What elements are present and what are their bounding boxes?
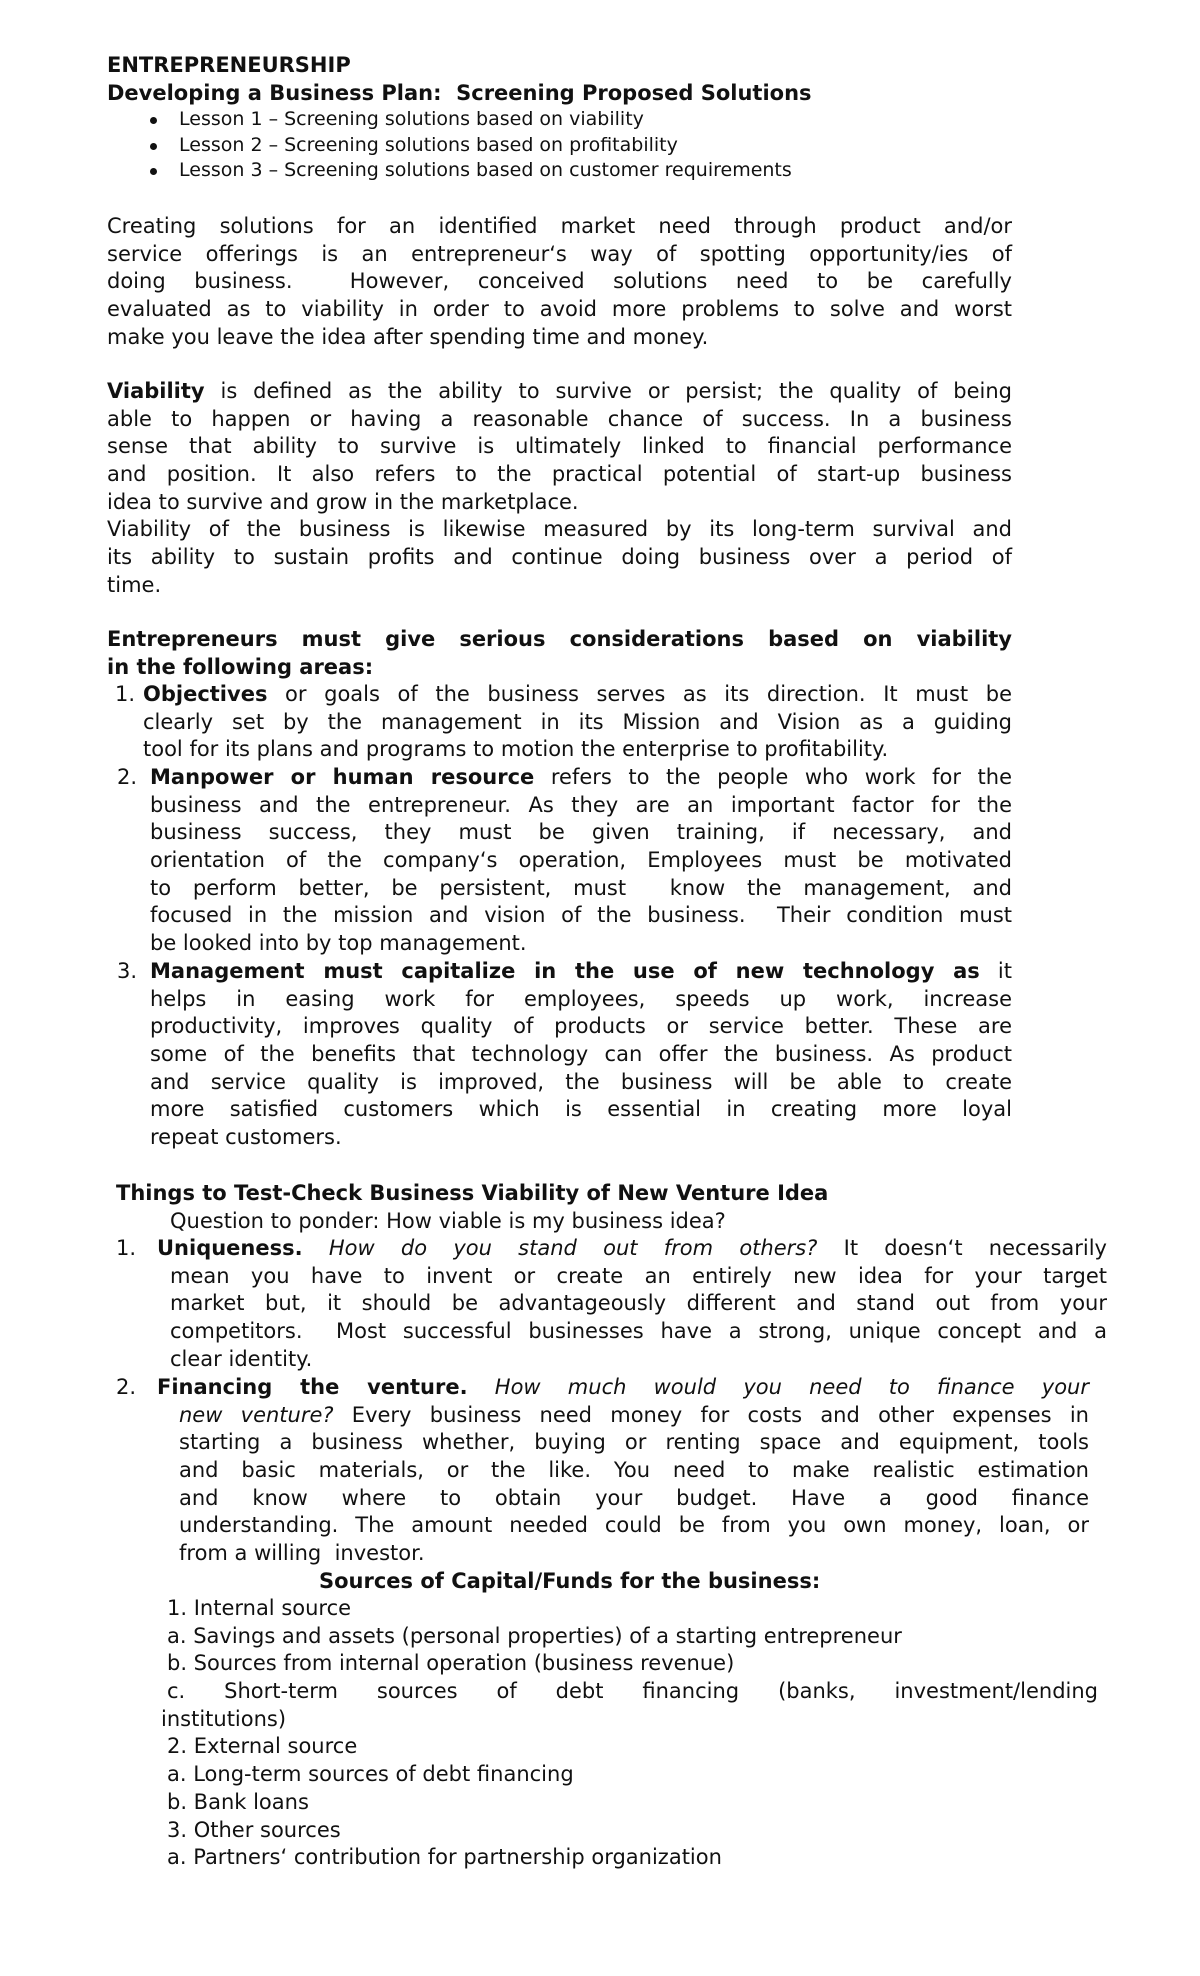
text-line — [143, 681, 1012, 709]
text-line — [107, 572, 1012, 600]
text-segment: is defined as the ability to survive or persist; the quality of being — [204, 379, 1012, 403]
text-line — [107, 324, 1012, 352]
text-segment: repeat customers. — [150, 1125, 342, 1150]
text-segment: time. — [107, 572, 162, 597]
text-line — [170, 1263, 1107, 1291]
text-line — [150, 1096, 1012, 1124]
text-line — [150, 1124, 1012, 1152]
text-line — [107, 489, 1012, 517]
lesson-item — [148, 158, 792, 184]
text-line — [143, 736, 1012, 764]
text-segment: it — [979, 959, 1012, 983]
question-to-ponder: Question to ponder: How viable is my business idea? — [170, 1209, 726, 1233]
list-number: 3. — [117, 959, 138, 983]
text-segment: focused in the mission and vision of the business. Their condition must — [150, 903, 1012, 928]
text-segment — [303, 1236, 329, 1260]
document-subtitle: Developing a Business Plan: Screening Proposed Solutions — [107, 81, 812, 105]
text-line — [161, 1595, 1098, 1623]
text-line — [161, 1678, 1098, 1706]
text-segment: and service quality is improved, the business will be able to create — [150, 1069, 1012, 1094]
text-line — [150, 819, 1012, 847]
text-line — [107, 433, 1012, 461]
lesson-text: Lesson 3 – Screening solutions based on customer requirements — [179, 159, 792, 181]
text-segment: and position. It also refers to the practical potential of start-up business — [107, 462, 1012, 487]
text-line — [170, 1346, 1107, 1374]
text-segment: and basic materials, or the like. You need to make realistic estimation — [179, 1458, 1089, 1483]
intro-paragraph — [107, 213, 1012, 351]
text-segment: or goals of the business serves as its direction. It must be — [267, 682, 1012, 706]
lesson-text: Lesson 2 – Screening solutions based on profitability — [179, 133, 678, 156]
text-segment: and know where to obtain your budget. Have a good finance — [179, 1485, 1089, 1510]
text-line — [161, 1761, 1098, 1789]
text-line — [150, 986, 1012, 1014]
text-segment: from a willing investor. — [179, 1541, 425, 1566]
text-segment: business and the entrepreneur. As they are an important factor for the — [150, 792, 1012, 817]
uniqueness-item — [157, 1235, 1107, 1373]
text-line — [179, 1429, 1089, 1457]
text-segment: clearly set by the management in its Mission and Vision as a guiding — [143, 709, 1012, 734]
text-line — [179, 1512, 1089, 1540]
text-segment: a. Savings and assets (personal properties) of a starting entrepreneur — [167, 1623, 902, 1648]
text-segment: b. Bank loans — [167, 1789, 309, 1814]
text-segment: be looked into by top management. — [150, 931, 527, 956]
text-segment: refers to the people who work for the — [534, 765, 1012, 789]
text-segment: Creating solutions for an identified market need through product and/or — [107, 214, 1012, 238]
text-segment: Every business need money for costs and other expenses in — [333, 1402, 1089, 1427]
document-title: ENTREPRENEURSHIP — [107, 53, 351, 77]
text-segment: starting a business whether, buying or renting space and equipment, tools — [179, 1430, 1089, 1455]
text-segment: competitors. Most successful businesses have a strong, unique concept and a — [170, 1319, 1107, 1344]
text-line — [179, 1457, 1089, 1485]
bullet-icon — [150, 168, 157, 175]
text-line — [150, 792, 1012, 820]
text-line — [157, 1374, 1089, 1402]
text-segment: clear identity. — [170, 1346, 313, 1371]
text-line — [150, 1069, 1012, 1097]
text-segment: Entrepreneurs must give serious considerations based on viability — [107, 627, 1012, 651]
text-line — [150, 1041, 1012, 1069]
text-segment: a. Partners‘ contribution for partnership organization — [167, 1845, 722, 1870]
area-objectives — [143, 681, 1012, 764]
text-segment: Financing the venture. — [157, 1375, 468, 1399]
text-segment: Objectives — [143, 682, 268, 706]
text-segment: in the following areas: — [107, 654, 374, 679]
text-segment: 3. Other sources — [167, 1817, 341, 1842]
text-segment: understanding. The amount needed could be from you own money, loan, or — [179, 1513, 1089, 1538]
text-segment: its ability to sustain profits and continue doing business over a period of — [107, 545, 1012, 570]
text-segment: Management must capitalize in the use of new technology as — [150, 959, 980, 983]
text-segment: How much would you need to finance your — [494, 1375, 1089, 1399]
text-line — [161, 1733, 1098, 1761]
text-segment — [468, 1375, 495, 1399]
sources-list — [161, 1595, 1098, 1872]
text-line — [157, 1235, 1107, 1263]
text-segment: Uniqueness. — [157, 1236, 303, 1260]
text-segment: orientation of the company‘s operation, Employees must be motivated — [150, 848, 1012, 873]
financing-item — [157, 1374, 1089, 1568]
text-segment: a. Long-term sources of debt financing — [167, 1762, 574, 1787]
text-segment: 2. External source — [167, 1734, 358, 1759]
text-line — [150, 1013, 1012, 1041]
text-segment: market but, it should be advantageously different and stand out from your — [170, 1291, 1107, 1316]
text-line — [161, 1650, 1098, 1678]
text-line — [161, 1706, 1098, 1734]
area-technology — [150, 958, 1012, 1152]
text-line — [107, 461, 1012, 489]
test-check-heading: Things to Test-Check Business Viability of New Venture Idea — [116, 1181, 829, 1205]
text-line — [161, 1789, 1098, 1817]
text-line — [170, 1318, 1107, 1346]
text-segment: to perform better, be persistent, must know the management, and — [150, 875, 1012, 900]
list-number: 1. — [115, 682, 136, 706]
text-line — [179, 1485, 1089, 1513]
text-line — [161, 1817, 1098, 1845]
lesson-item — [148, 107, 792, 133]
text-segment: business success, they must be given training, if necessary, and — [150, 820, 1012, 845]
viability-paragraph — [107, 378, 1012, 600]
text-segment: make you leave the idea after spending time and money. — [107, 324, 709, 349]
text-line — [107, 406, 1012, 434]
sources-heading: Sources of Capital/Funds for the business: — [319, 1569, 821, 1593]
text-line — [107, 626, 1012, 654]
text-segment: idea to survive and grow in the marketplace. — [107, 489, 579, 514]
text-segment: It doesn‘t necessarily — [817, 1236, 1107, 1260]
lesson-item — [148, 133, 792, 159]
text-line — [143, 709, 1012, 737]
area-manpower — [150, 764, 1012, 958]
text-line — [107, 213, 1012, 241]
lesson-text: Lesson 1 – Screening solutions based on viability — [179, 108, 644, 130]
text-segment: mean you have to invent or create an entirely new idea for your target — [170, 1263, 1107, 1288]
text-segment: b. Sources from internal operation (business revenue) — [167, 1651, 735, 1676]
areas-heading — [107, 626, 1012, 681]
text-line — [107, 268, 1012, 296]
text-line — [107, 296, 1012, 324]
text-line — [107, 516, 1012, 544]
text-segment: tool for its plans and programs to motion the enterprise to profitability. — [143, 737, 889, 762]
text-line — [150, 847, 1012, 875]
text-segment: 1. Internal source — [167, 1596, 352, 1620]
text-segment: able to happen or having a reasonable chance of success. In a business — [107, 406, 1012, 431]
list-number: 1. — [116, 1236, 137, 1260]
text-line — [161, 1623, 1098, 1651]
text-line — [150, 875, 1012, 903]
text-segment: sense that ability to survive is ultimately linked to financial performance — [107, 434, 1012, 459]
text-line — [107, 378, 1012, 406]
text-segment: c. Short-term sources of debt financing (banks, investment/lending — [167, 1679, 1098, 1704]
text-segment: service offerings is an entrepreneur‘s way of spotting opportunity/ies of — [107, 241, 1012, 266]
text-line — [107, 544, 1012, 572]
text-line — [107, 241, 1012, 269]
text-segment: new venture? — [179, 1402, 334, 1427]
text-segment: How do you stand out from others? — [328, 1236, 818, 1260]
text-segment: Viability of the business is likewise measured by its long-term survival and — [107, 517, 1012, 542]
list-number: 2. — [116, 1375, 137, 1399]
text-segment: doing business. However, conceived solutions need to be carefully — [107, 269, 1012, 294]
bullet-icon — [150, 117, 157, 124]
text-line — [150, 958, 1012, 986]
text-line — [179, 1402, 1089, 1430]
text-line — [150, 764, 1012, 792]
list-number: 2. — [117, 765, 138, 789]
text-segment: Manpower or human resource — [150, 765, 535, 789]
text-line — [150, 902, 1012, 930]
bullet-icon — [150, 143, 157, 150]
text-segment: some of the benefits that technology can offer the business. As product — [150, 1042, 1012, 1067]
text-line — [170, 1290, 1107, 1318]
text-line — [161, 1844, 1098, 1872]
text-segment: evaluated as to viability in order to avoid more problems to solve and worst — [107, 297, 1012, 322]
text-segment: Viability — [107, 379, 205, 403]
lesson-list — [148, 107, 792, 184]
text-segment: more satisfied customers which is essential in creating more loyal — [150, 1097, 1012, 1122]
text-line — [107, 654, 1012, 682]
text-line — [179, 1540, 1089, 1568]
text-line — [150, 930, 1012, 958]
text-segment: helps in easing work for employees, speeds up work, increase — [150, 986, 1012, 1011]
text-segment: institutions) — [161, 1706, 287, 1731]
text-segment: productivity, improves quality of products or service better. These are — [150, 1014, 1012, 1039]
